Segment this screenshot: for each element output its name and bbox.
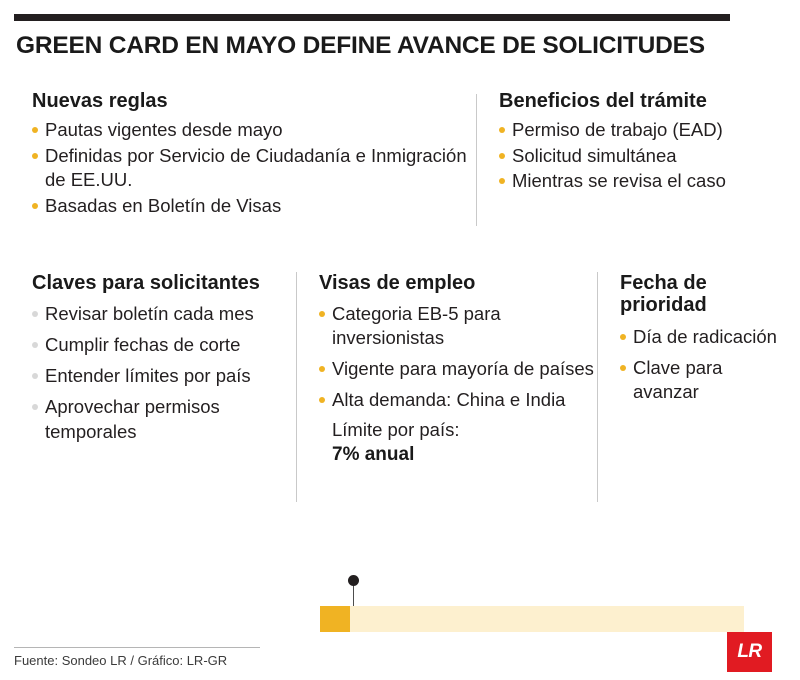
lower-section [14, 272, 786, 502]
list-nuevas-reglas [32, 118, 476, 218]
bullet-dot-icon [319, 397, 325, 403]
list-item-label: Solicitud simultánea [512, 144, 677, 166]
list-item-label: Permiso de trabajo (EAD) [512, 119, 723, 141]
list-item-label: Aprovechar permisos temporales [45, 396, 220, 442]
list-item-label: Pautas vigentes desde mayo [45, 119, 283, 141]
list-claves [32, 302, 296, 443]
block-nuevas-reglas [14, 90, 476, 232]
block-title-claves: Claves para solicitantes [32, 271, 260, 294]
bullet-dot-icon [32, 127, 38, 133]
bullet-dot-icon [32, 153, 38, 159]
block-title-nuevas-reglas: Nuevas reglas [32, 89, 168, 112]
limit-value: 7% anual [332, 443, 415, 465]
block-title-visas: Visas de empleo [319, 271, 476, 294]
block-beneficios [477, 90, 726, 232]
percent-bar-pointer-dot-icon [348, 575, 359, 586]
list-item-label: Revisar boletín cada mes [45, 303, 254, 325]
list-item [32, 144, 476, 193]
block-title-fecha: Fecha de prioridad [620, 271, 707, 317]
list-item [32, 302, 296, 326]
list-item [319, 357, 597, 381]
list-visas [319, 302, 597, 412]
list-item [32, 333, 296, 357]
bullet-dot-icon [319, 311, 325, 317]
list-item [319, 388, 597, 412]
list-item [499, 144, 726, 168]
footer [14, 647, 786, 668]
bullet-dot-icon [499, 153, 505, 159]
list-item-label: Clave para avanzar [633, 356, 723, 402]
list-item [32, 395, 296, 443]
block-claves-solicitantes [14, 272, 296, 502]
footer-divider [14, 647, 260, 648]
list-item [32, 364, 296, 388]
source-credit: Fuente: Sondeo LR / Gráfico: LR-GR [14, 653, 228, 668]
bullet-dot-icon [499, 178, 505, 184]
list-item-label: Mientras se revisa el caso [512, 170, 726, 192]
list-item-label: Alta demanda: China e India [332, 389, 566, 411]
bullet-dot-icon [32, 311, 38, 317]
percent-bar-fill [320, 606, 350, 632]
list-item-label: Cumplir fechas de corte [45, 334, 241, 356]
list-item [319, 302, 597, 350]
block-visas-empleo [297, 272, 597, 502]
list-item [499, 118, 726, 142]
bullet-dot-icon [32, 342, 38, 348]
list-item [32, 118, 476, 142]
bullet-dot-icon [319, 366, 325, 372]
list-item-label: Vigente para mayoría de países [332, 358, 594, 380]
bullet-dot-icon [32, 373, 38, 379]
bullet-dot-icon [32, 203, 38, 209]
list-fecha [620, 325, 778, 404]
list-item-label: Basadas en Boletín de Visas [45, 194, 282, 216]
list-item-label: Día de radicación [633, 325, 777, 347]
list-item [620, 325, 778, 349]
percent-bar-track [320, 606, 744, 632]
bullet-dot-icon [620, 334, 626, 340]
top-rule [14, 14, 730, 21]
list-item [499, 169, 726, 193]
infographic-page [0, 14, 800, 680]
block-title-beneficios: Beneficios del trámite [499, 89, 707, 112]
list-item-label: Categoria EB-5 para inversionistas [332, 303, 501, 349]
limit-label: Límite por país: [332, 418, 460, 440]
list-beneficios [499, 118, 726, 193]
percent-bar-pointer-stem [353, 584, 354, 606]
bullet-dot-icon [32, 404, 38, 410]
percent-bar [320, 606, 744, 632]
list-item-label: Definidas por Servicio de Ciudadanía e Inmigración de EE.UU. [45, 144, 467, 191]
list-item-label: Entender límites por país [45, 365, 251, 387]
upper-section [14, 90, 786, 232]
block-fecha-prioridad [598, 272, 778, 502]
logo: LR [727, 632, 772, 672]
bullet-dot-icon [620, 365, 626, 371]
bullet-dot-icon [499, 127, 505, 133]
list-item [620, 356, 778, 404]
list-item [32, 194, 476, 218]
page-title: GREEN CARD EN MAYO DEFINE AVANCE DE SOLICITUDES [16, 32, 705, 59]
